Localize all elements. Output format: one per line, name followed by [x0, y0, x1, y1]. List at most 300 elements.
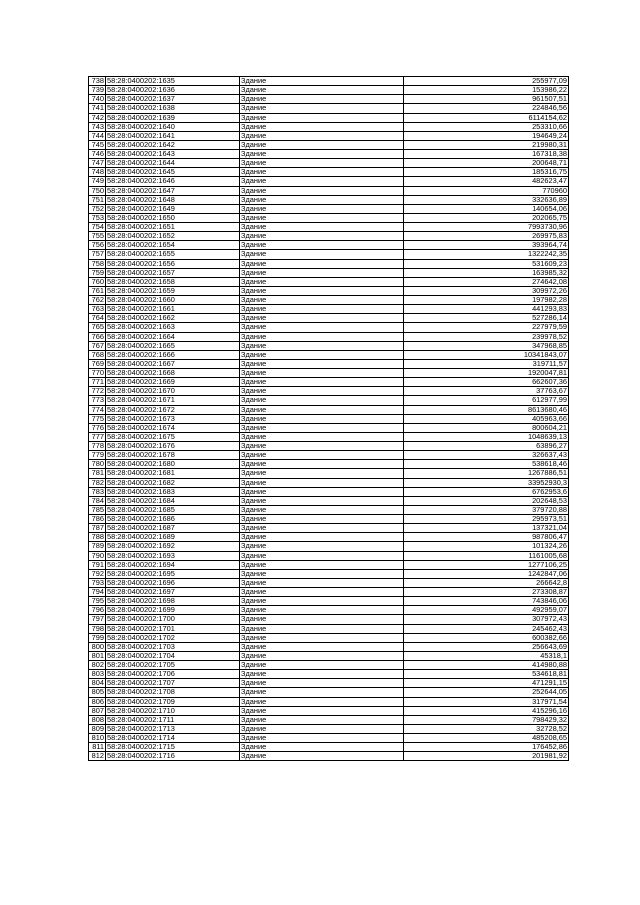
cadastral-value: 163985,32	[404, 268, 569, 277]
table-row	[89, 551, 569, 560]
table-row	[89, 697, 569, 706]
cadastral-value: 200648,71	[404, 159, 569, 168]
cadastral-value: 309972,26	[404, 286, 569, 295]
table-row	[89, 405, 569, 414]
table-row	[89, 679, 569, 688]
cadastral-value: 527286,14	[404, 314, 569, 323]
cadastral-number: 58:28:0400202:1695	[106, 569, 240, 578]
table-row	[89, 241, 569, 250]
cadastral-value: 253310,66	[404, 122, 569, 131]
object-type: Здание	[240, 487, 404, 496]
cadastral-value: 612977,99	[404, 396, 569, 405]
cadastral-number: 58:28:0400202:1644	[106, 159, 240, 168]
cadastral-number: 58:28:0400202:1641	[106, 131, 240, 140]
table-row	[89, 615, 569, 624]
row-number: 743	[89, 122, 106, 131]
cadastral-number: 58:28:0400202:1650	[106, 213, 240, 222]
object-type: Здание	[240, 752, 404, 761]
cadastral-number: 58:28:0400202:1714	[106, 734, 240, 743]
object-type: Здание	[240, 232, 404, 241]
cadastral-number: 58:28:0400202:1662	[106, 314, 240, 323]
table-row	[89, 131, 569, 140]
cadastral-value: 255977,09	[404, 77, 569, 86]
cadastral-number: 58:28:0400202:1693	[106, 551, 240, 560]
row-number: 744	[89, 131, 106, 140]
table-row	[89, 140, 569, 149]
cadastral-value: 153986,22	[404, 86, 569, 95]
row-number: 798	[89, 624, 106, 633]
table-row	[89, 204, 569, 213]
row-number: 768	[89, 350, 106, 359]
cadastral-number: 58:28:0400202:1708	[106, 688, 240, 697]
row-number: 781	[89, 469, 106, 478]
cadastral-value: 379720,88	[404, 505, 569, 514]
row-number: 790	[89, 551, 106, 560]
cadastral-value: 185316,75	[404, 168, 569, 177]
object-type: Здание	[240, 223, 404, 232]
cadastral-number: 58:28:0400202:1670	[106, 387, 240, 396]
table-row	[89, 86, 569, 95]
cadastral-value: 770960	[404, 186, 569, 195]
table-row	[89, 150, 569, 159]
cadastral-value: 485208,65	[404, 734, 569, 743]
cadastral-number: 58:28:0400202:1669	[106, 378, 240, 387]
registry-table	[88, 76, 569, 761]
object-type: Здание	[240, 332, 404, 341]
cadastral-number: 58:28:0400202:1699	[106, 606, 240, 615]
object-type: Здание	[240, 505, 404, 514]
cadastral-value: 492959,07	[404, 606, 569, 615]
cadastral-number: 58:28:0400202:1668	[106, 369, 240, 378]
table-row	[89, 423, 569, 432]
object-type: Здание	[240, 387, 404, 396]
cadastral-number: 58:28:0400202:1652	[106, 232, 240, 241]
cadastral-value: 32728,52	[404, 724, 569, 733]
cadastral-number: 58:28:0400202:1661	[106, 305, 240, 314]
table-row	[89, 515, 569, 524]
object-type: Здание	[240, 305, 404, 314]
row-number: 811	[89, 743, 106, 752]
table-row	[89, 213, 569, 222]
cadastral-value: 471291,15	[404, 679, 569, 688]
table-row	[89, 651, 569, 660]
table-row	[89, 469, 569, 478]
cadastral-number: 58:28:0400202:1667	[106, 359, 240, 368]
cadastral-value: 800604,21	[404, 423, 569, 432]
cadastral-number: 58:28:0400202:1664	[106, 332, 240, 341]
row-number: 792	[89, 569, 106, 578]
table-row	[89, 104, 569, 113]
cadastral-value: 269975,83	[404, 232, 569, 241]
cadastral-value: 252644,05	[404, 688, 569, 697]
row-number: 795	[89, 597, 106, 606]
object-type: Здание	[240, 615, 404, 624]
table-row	[89, 624, 569, 633]
table-row	[89, 706, 569, 715]
cadastral-value: 1322242,35	[404, 250, 569, 259]
cadastral-number: 58:28:0400202:1637	[106, 95, 240, 104]
object-type: Здание	[240, 442, 404, 451]
cadastral-number: 58:28:0400202:1672	[106, 405, 240, 414]
object-type: Здание	[240, 670, 404, 679]
object-type: Здание	[240, 323, 404, 332]
cadastral-value: 1267886,51	[404, 469, 569, 478]
cadastral-number: 58:28:0400202:1645	[106, 168, 240, 177]
row-number: 776	[89, 423, 106, 432]
table-row	[89, 569, 569, 578]
table-row	[89, 460, 569, 469]
row-number: 775	[89, 414, 106, 423]
cadastral-number: 58:28:0400202:1647	[106, 186, 240, 195]
row-number: 791	[89, 560, 106, 569]
row-number: 784	[89, 496, 106, 505]
row-number: 793	[89, 578, 106, 587]
row-number: 783	[89, 487, 106, 496]
object-type: Здание	[240, 113, 404, 122]
cadastral-value: 1048639,13	[404, 432, 569, 441]
table-row	[89, 250, 569, 259]
cadastral-value: 319711,57	[404, 359, 569, 368]
row-number: 761	[89, 286, 106, 295]
row-number: 742	[89, 113, 106, 122]
cadastral-value: 197982,28	[404, 296, 569, 305]
cadastral-value: 743846,06	[404, 597, 569, 606]
object-type: Здание	[240, 86, 404, 95]
cadastral-value: 441293,83	[404, 305, 569, 314]
cadastral-number: 58:28:0400202:1673	[106, 414, 240, 423]
object-type: Здание	[240, 213, 404, 222]
cadastral-number: 58:28:0400202:1709	[106, 697, 240, 706]
object-type: Здание	[240, 177, 404, 186]
object-type: Здание	[240, 405, 404, 414]
cadastral-value: 987806,47	[404, 533, 569, 542]
cadastral-value: 33952930,3	[404, 478, 569, 487]
table-row	[89, 642, 569, 651]
table-row	[89, 724, 569, 733]
cadastral-number: 58:28:0400202:1636	[106, 86, 240, 95]
row-number: 799	[89, 633, 106, 642]
table-row	[89, 378, 569, 387]
cadastral-value: 6762953,6	[404, 487, 569, 496]
row-number: 809	[89, 724, 106, 733]
table-row	[89, 396, 569, 405]
object-type: Здание	[240, 131, 404, 140]
row-number: 786	[89, 515, 106, 524]
row-number: 800	[89, 642, 106, 651]
table-row	[89, 442, 569, 451]
object-type: Здание	[240, 204, 404, 213]
row-number: 759	[89, 268, 106, 277]
cadastral-number: 58:28:0400202:1665	[106, 341, 240, 350]
cadastral-value: 7993730,96	[404, 223, 569, 232]
object-type: Здание	[240, 259, 404, 268]
object-type: Здание	[240, 286, 404, 295]
object-type: Здание	[240, 569, 404, 578]
cadastral-number: 58:28:0400202:1689	[106, 533, 240, 542]
row-number: 780	[89, 460, 106, 469]
registry-table-body	[89, 77, 569, 761]
cadastral-number: 58:28:0400202:1686	[106, 515, 240, 524]
cadastral-value: 202648,53	[404, 496, 569, 505]
table-row	[89, 688, 569, 697]
table-row	[89, 95, 569, 104]
row-number: 794	[89, 588, 106, 597]
row-number: 751	[89, 195, 106, 204]
row-number: 779	[89, 451, 106, 460]
cadastral-number: 58:28:0400202:1703	[106, 642, 240, 651]
row-number: 788	[89, 533, 106, 542]
table-row	[89, 186, 569, 195]
cadastral-number: 58:28:0400202:1659	[106, 286, 240, 295]
cadastral-number: 58:28:0400202:1646	[106, 177, 240, 186]
cadastral-number: 58:28:0400202:1710	[106, 706, 240, 715]
object-type: Здание	[240, 724, 404, 733]
cadastral-value: 531609,23	[404, 259, 569, 268]
cadastral-number: 58:28:0400202:1674	[106, 423, 240, 432]
cadastral-number: 58:28:0400202:1700	[106, 615, 240, 624]
object-type: Здание	[240, 688, 404, 697]
cadastral-number: 58:28:0400202:1655	[106, 250, 240, 259]
cadastral-number: 58:28:0400202:1651	[106, 223, 240, 232]
cadastral-value: 227979,59	[404, 323, 569, 332]
table-row	[89, 305, 569, 314]
row-number: 777	[89, 432, 106, 441]
object-type: Здание	[240, 451, 404, 460]
table-row	[89, 588, 569, 597]
table-row	[89, 661, 569, 670]
object-type: Здание	[240, 460, 404, 469]
cadastral-value: 538618,46	[404, 460, 569, 469]
object-type: Здание	[240, 715, 404, 724]
cadastral-number: 58:28:0400202:1643	[106, 150, 240, 159]
object-type: Здание	[240, 578, 404, 587]
object-type: Здание	[240, 642, 404, 651]
row-number: 774	[89, 405, 106, 414]
cadastral-number: 58:28:0400202:1705	[106, 661, 240, 670]
object-type: Здание	[240, 533, 404, 542]
object-type: Здание	[240, 77, 404, 86]
object-type: Здание	[240, 633, 404, 642]
object-type: Здание	[240, 396, 404, 405]
object-type: Здание	[240, 296, 404, 305]
cadastral-number: 58:28:0400202:1682	[106, 478, 240, 487]
cadastral-number: 58:28:0400202:1657	[106, 268, 240, 277]
row-number: 757	[89, 250, 106, 259]
object-type: Здание	[240, 743, 404, 752]
row-number: 772	[89, 387, 106, 396]
table-row	[89, 286, 569, 295]
cadastral-number: 58:28:0400202:1642	[106, 140, 240, 149]
object-type: Здание	[240, 588, 404, 597]
object-type: Здание	[240, 250, 404, 259]
row-number: 741	[89, 104, 106, 113]
table-row	[89, 542, 569, 551]
table-row	[89, 478, 569, 487]
cadastral-value: 37763,67	[404, 387, 569, 396]
cadastral-value: 393964,74	[404, 241, 569, 250]
cadastral-value: 45318,1	[404, 651, 569, 660]
cadastral-value: 482623,47	[404, 177, 569, 186]
cadastral-number: 58:28:0400202:1694	[106, 560, 240, 569]
cadastral-value: 326637,43	[404, 451, 569, 460]
table-row	[89, 533, 569, 542]
row-number: 755	[89, 232, 106, 241]
table-row	[89, 277, 569, 286]
row-number: 773	[89, 396, 106, 405]
object-type: Здание	[240, 168, 404, 177]
cadastral-number: 58:28:0400202:1640	[106, 122, 240, 131]
table-row	[89, 432, 569, 441]
object-type: Здание	[240, 159, 404, 168]
cadastral-value: 405963,66	[404, 414, 569, 423]
table-row	[89, 606, 569, 615]
object-type: Здание	[240, 359, 404, 368]
cadastral-value: 662607,36	[404, 378, 569, 387]
cadastral-value: 317971,54	[404, 697, 569, 706]
cadastral-number: 58:28:0400202:1676	[106, 442, 240, 451]
row-number: 764	[89, 314, 106, 323]
table-row	[89, 560, 569, 569]
table-row	[89, 232, 569, 241]
row-number: 754	[89, 223, 106, 232]
row-number: 787	[89, 524, 106, 533]
cadastral-number: 58:28:0400202:1666	[106, 350, 240, 359]
object-type: Здание	[240, 150, 404, 159]
object-type: Здание	[240, 661, 404, 670]
table-row	[89, 332, 569, 341]
object-type: Здание	[240, 268, 404, 277]
row-number: 812	[89, 752, 106, 761]
cadastral-value: 10341843,07	[404, 350, 569, 359]
object-type: Здание	[240, 542, 404, 551]
cadastral-number: 58:28:0400202:1704	[106, 651, 240, 660]
cadastral-value: 194649,24	[404, 131, 569, 140]
cadastral-number: 58:28:0400202:1711	[106, 715, 240, 724]
object-type: Здание	[240, 423, 404, 432]
object-type: Здание	[240, 524, 404, 533]
object-type: Здание	[240, 95, 404, 104]
object-type: Здание	[240, 478, 404, 487]
cadastral-number: 58:28:0400202:1683	[106, 487, 240, 496]
cadastral-number: 58:28:0400202:1681	[106, 469, 240, 478]
object-type: Здание	[240, 515, 404, 524]
table-row	[89, 451, 569, 460]
row-number: 739	[89, 86, 106, 95]
cadastral-value: 600382,66	[404, 633, 569, 642]
row-number: 806	[89, 697, 106, 706]
object-type: Здание	[240, 369, 404, 378]
row-number: 746	[89, 150, 106, 159]
table-row	[89, 122, 569, 131]
cadastral-number: 58:28:0400202:1684	[106, 496, 240, 505]
cadastral-value: 224846,56	[404, 104, 569, 113]
table-row	[89, 350, 569, 359]
cadastral-number: 58:28:0400202:1663	[106, 323, 240, 332]
cadastral-number: 58:28:0400202:1675	[106, 432, 240, 441]
object-type: Здание	[240, 432, 404, 441]
object-type: Здание	[240, 606, 404, 615]
object-type: Здание	[240, 734, 404, 743]
row-number: 810	[89, 734, 106, 743]
object-type: Здание	[240, 378, 404, 387]
object-type: Здание	[240, 350, 404, 359]
cadastral-value: 6114154,62	[404, 113, 569, 122]
table-row	[89, 633, 569, 642]
cadastral-value: 219980,31	[404, 140, 569, 149]
object-type: Здание	[240, 560, 404, 569]
cadastral-number: 58:28:0400202:1635	[106, 77, 240, 86]
object-type: Здание	[240, 277, 404, 286]
object-type: Здание	[240, 706, 404, 715]
table-row	[89, 505, 569, 514]
cadastral-value: 167318,38	[404, 150, 569, 159]
table-row	[89, 223, 569, 232]
object-type: Здание	[240, 651, 404, 660]
cadastral-value: 239978,52	[404, 332, 569, 341]
row-number: 765	[89, 323, 106, 332]
row-number: 789	[89, 542, 106, 551]
cadastral-number: 58:28:0400202:1671	[106, 396, 240, 405]
cadastral-number: 58:28:0400202:1685	[106, 505, 240, 514]
cadastral-number: 58:28:0400202:1713	[106, 724, 240, 733]
row-number: 756	[89, 241, 106, 250]
row-number: 740	[89, 95, 106, 104]
table-row	[89, 670, 569, 679]
cadastral-value: 307972,43	[404, 615, 569, 624]
cadastral-value: 101324,26	[404, 542, 569, 551]
table-row	[89, 369, 569, 378]
object-type: Здание	[240, 186, 404, 195]
table-row	[89, 597, 569, 606]
row-number: 766	[89, 332, 106, 341]
row-number: 758	[89, 259, 106, 268]
table-row	[89, 524, 569, 533]
table-row	[89, 715, 569, 724]
object-type: Здание	[240, 679, 404, 688]
cadastral-value: 137321,04	[404, 524, 569, 533]
table-row	[89, 195, 569, 204]
row-number: 807	[89, 706, 106, 715]
object-type: Здание	[240, 314, 404, 323]
row-number: 804	[89, 679, 106, 688]
object-type: Здание	[240, 241, 404, 250]
cadastral-number: 58:28:0400202:1715	[106, 743, 240, 752]
cadastral-value: 347968,85	[404, 341, 569, 350]
row-number: 770	[89, 369, 106, 378]
table-row	[89, 268, 569, 277]
row-number: 769	[89, 359, 106, 368]
cadastral-number: 58:28:0400202:1698	[106, 597, 240, 606]
cadastral-number: 58:28:0400202:1678	[106, 451, 240, 460]
table-row	[89, 314, 569, 323]
table-row	[89, 359, 569, 368]
cadastral-number: 58:28:0400202:1702	[106, 633, 240, 642]
table-row	[89, 752, 569, 761]
cadastral-number: 58:28:0400202:1680	[106, 460, 240, 469]
cadastral-number: 58:28:0400202:1648	[106, 195, 240, 204]
row-number: 748	[89, 168, 106, 177]
cadastral-number: 58:28:0400202:1707	[106, 679, 240, 688]
cadastral-value: 245462,43	[404, 624, 569, 633]
object-type: Здание	[240, 341, 404, 350]
object-type: Здание	[240, 140, 404, 149]
row-number: 808	[89, 715, 106, 724]
cadastral-value: 332636,89	[404, 195, 569, 204]
row-number: 762	[89, 296, 106, 305]
cadastral-value: 1277106,25	[404, 560, 569, 569]
table-row	[89, 168, 569, 177]
row-number: 771	[89, 378, 106, 387]
